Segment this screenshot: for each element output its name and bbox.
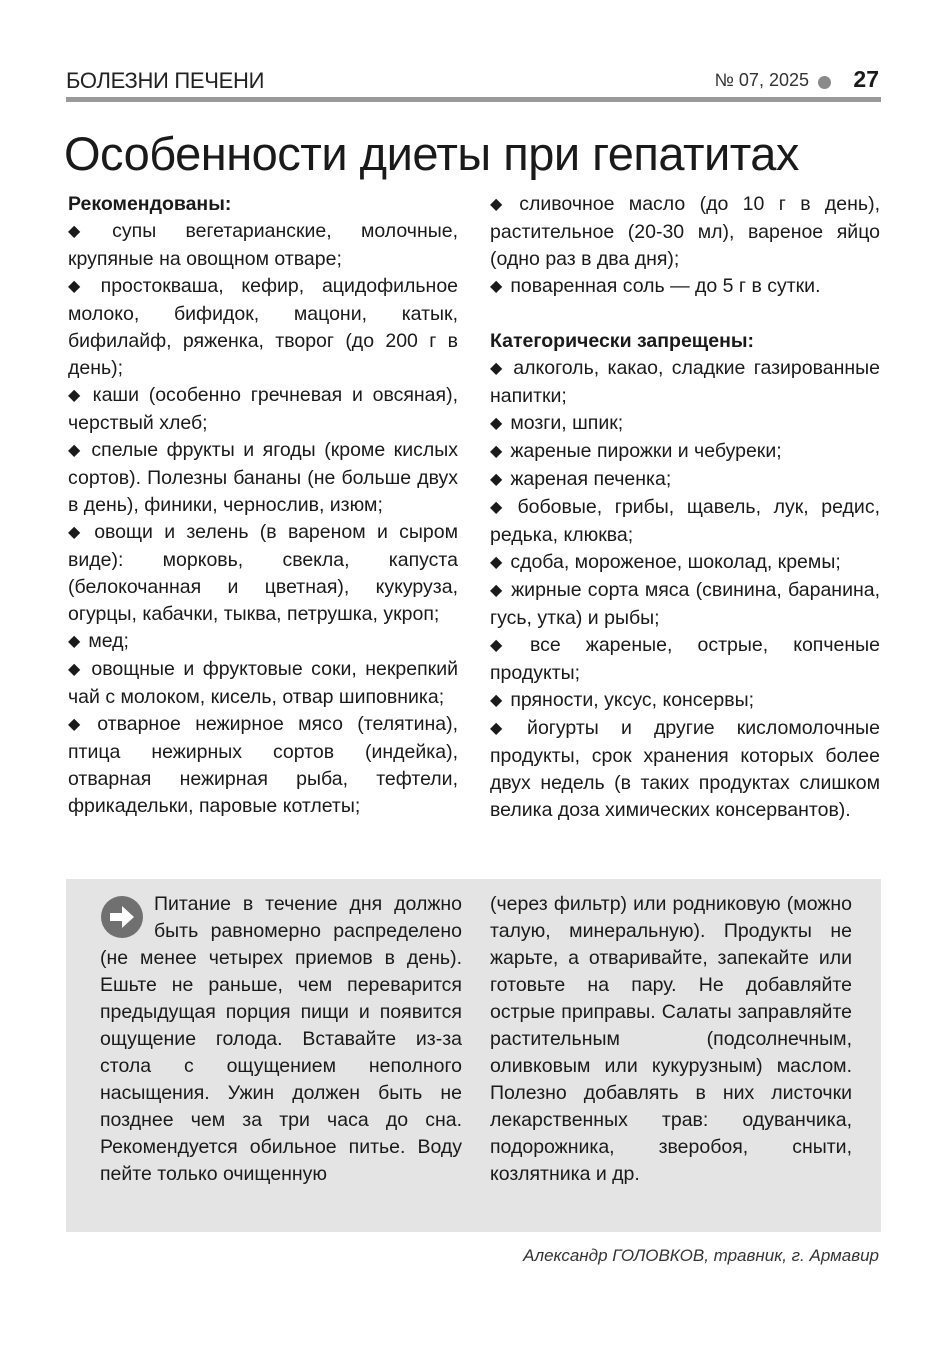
list-item: ◆ спелые фрукты и ягоды (кроме кислых сортов). Полезны бананы (не больше двух в день), финики, чернослив, изюм; <box>68 439 458 516</box>
diamond-bullet-icon: ◆ <box>68 661 84 678</box>
column-right <box>490 191 880 824</box>
list-item: ◆ мед; <box>68 630 129 652</box>
diamond-bullet-icon: ◆ <box>490 637 522 654</box>
diamond-bullet-icon: ◆ <box>68 524 87 541</box>
list-item: ◆ сдоба, мороженое, шоколад, кремы; <box>490 551 841 573</box>
list-item: ◆ йогурты и другие кисломолочные продукты, срок хранения которых более двух недель (в таких продуктах слишком велика доза химических консервантов). <box>490 717 880 821</box>
list-item: ◆ поваренная соль — до 5 г в сутки. <box>490 275 821 297</box>
diamond-bullet-icon: ◆ <box>490 360 506 377</box>
list-item: ◆ жареная печенка; <box>490 468 672 490</box>
diamond-bullet-icon: ◆ <box>68 278 93 295</box>
diamond-bullet-icon: ◆ <box>68 633 81 650</box>
diamond-bullet-icon: ◆ <box>68 716 90 733</box>
diamond-bullet-icon: ◆ <box>490 196 512 213</box>
diamond-bullet-icon: ◆ <box>490 692 503 709</box>
list-item: ◆ жирные сорта мяса (свинина, баранина, гусь, утка) и рыбы; <box>490 579 880 629</box>
diamond-bullet-icon: ◆ <box>490 720 520 737</box>
tip-text-left: Питание в течение дня должно быть равномерно распределено (не менее четырех приемов в день). Ешьте не раньше, чем переварится предыдущая порция пищи и появится ощущение голода. Вставайте из-за стола с ощущением неполного насыщения. Ужин должен быть не позднее чем за три часа до сна. Рекомендуется обильное питье. Воду пейте только очищенную <box>100 893 462 1185</box>
arrow-right-icon <box>100 895 144 939</box>
list-item: ◆ каши (особенно гречневая и овсяная), черствый хлеб; <box>68 384 458 434</box>
list-item: ◆ простокваша, кефир, ацидофильное молоко, бифидок, мацони, катык, бифилайф, ряженка, творог (до 200 г в день); <box>68 275 459 379</box>
section-title: БОЛЕЗНИ ПЕЧЕНИ <box>66 68 265 93</box>
diamond-bullet-icon: ◆ <box>490 415 503 432</box>
diamond-bullet-icon: ◆ <box>490 499 510 516</box>
recommended-heading: Рекомендованы: <box>68 193 232 215</box>
list-item: ◆ мозги, шпик; <box>490 412 624 434</box>
tip-box <box>66 879 881 1232</box>
column-left <box>68 191 458 820</box>
list-item: ◆ пряности, уксус, консервы; <box>490 689 755 711</box>
tip-column-left <box>100 891 462 1188</box>
diamond-bullet-icon: ◆ <box>490 471 503 488</box>
bullet-dot-icon <box>818 76 831 89</box>
forbidden-heading: Категорически запрещены: <box>490 330 755 352</box>
list-item: ◆ все жареные, острые, копченые продукты; <box>490 634 880 684</box>
tip-text-right: (через фильтр) или родниковую (можно талую, минеральную). Продукты не жарьте, а отваривайте, запекайте или готовьте на пару. Не добавляйте острые приправы. Салаты заправляйте растительным (подсолнечным, оливковым или кукурузным) маслом. Полезно добавлять в них листочки лекарственных трав: одуванчика, подорожника, зверобоя, сныти, козлятника и др. <box>490 893 852 1185</box>
diamond-bullet-icon: ◆ <box>68 442 84 459</box>
list-item: ◆ супы вегетарианские, молочные, крупяные на овощном отваре; <box>68 220 458 270</box>
list-item: ◆ бобовые, грибы, щавель, лук, редис, редька, клюква; <box>490 496 880 546</box>
page-number: 27 <box>853 66 879 92</box>
article-title: Особенности диеты при гепатитах <box>64 127 799 180</box>
tip-column-right <box>490 891 852 1188</box>
diamond-bullet-icon: ◆ <box>490 443 503 460</box>
list-item: ◆ жареные пирожки и чебуреки; <box>490 440 782 462</box>
list-item: ◆ овощные и фруктовые соки, некрепкий чай с молоком, кисель, отвар шиповника; <box>68 658 458 708</box>
author-credit: Александр ГОЛОВКОВ, травник, г. Армавир <box>523 1246 879 1265</box>
diamond-bullet-icon: ◆ <box>490 582 504 599</box>
page-header <box>66 62 881 102</box>
diamond-bullet-icon: ◆ <box>68 387 85 404</box>
header-divider <box>66 97 881 102</box>
diamond-bullet-icon: ◆ <box>68 223 105 240</box>
list-item: ◆ отварное нежирное мясо (телятина), птица нежирных сортов (индейка), отварная нежирная рыба, тефтели, фрикадельки, паровые котлеты; <box>68 713 458 817</box>
diamond-bullet-icon: ◆ <box>490 554 503 571</box>
diamond-bullet-icon: ◆ <box>490 278 503 295</box>
list-item: ◆ сливочное масло (до 10 г в день), растительное (20-30 мл), вареное яйцо (одно раз в два дня); <box>490 193 880 270</box>
list-item: ◆ овощи и зелень (в вареном и сыром виде): морковь, свекла, капуста (белокочанная и цветная), кукуруза, огурцы, кабачки, тыква, петрушка, укроп; <box>68 521 458 625</box>
issue-number: № 07, 2025 <box>714 70 809 90</box>
list-item: ◆ алкоголь, какао, сладкие газированные напитки; <box>490 357 880 407</box>
